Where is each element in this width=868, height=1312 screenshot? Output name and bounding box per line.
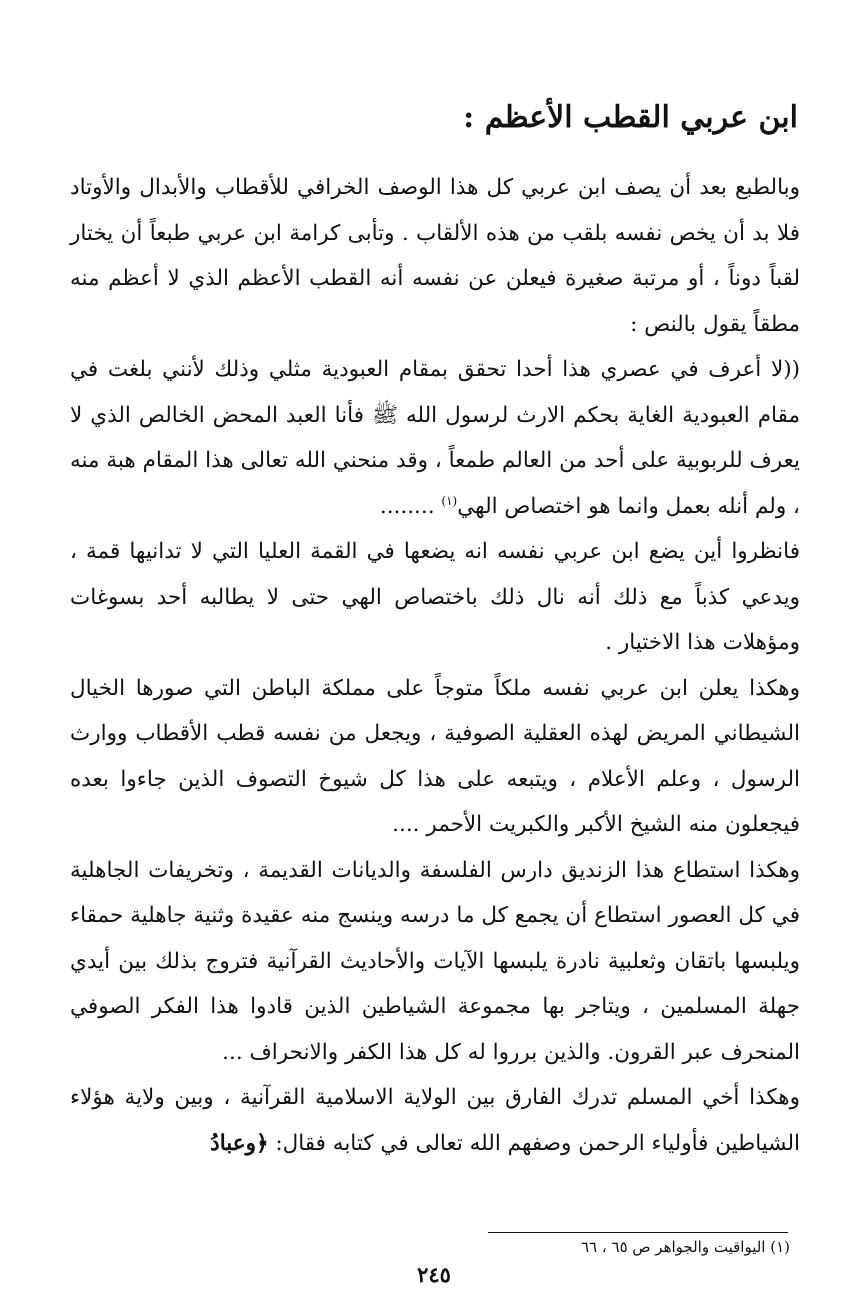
quote-ellipsis: ........ (379, 493, 435, 519)
footnote: (١) اليواقيت والجواهر ص ٦٥ ، ٦٦ (581, 1238, 790, 1256)
footnote-divider (488, 1232, 788, 1233)
paragraph-5: وهكذا استطاع هذا الزنديق دارس الفلسفة والديانات القديمة ، وتخريفات الجاهلية في كل العصور استطاع أن يجمع كل ما درسه وينسج منه عقيدة وثنية جاهلية حمقاء ويلبسها باتقان وثعلبية نادرة يلبسها الآيات والأحاديث القرآنية فتروج بذلك بين أيدي جهلة المسلمين ، ويتاجر بها مجموعة الشياطين الذين قادوا هذا الفكر الصوفي المنحرف عبر القرون. والذين برروا له كل هذا الكفر والانحراف ... (70, 857, 800, 1065)
paragraph-1: وبالطبع بعد أن يصف ابن عربي كل هذا الوصف الخرافي للأقطاب والأبدال والأوتاد فلا بد أن يخص نفسه بلقب من هذه الألقاب . وتأبى كرامة ابن عربي طبعاً أن يختار لقباً دوناً ، أو مرتبة صغيرة فيعلن عن نفسه أنه القطب الأعظم الذي لا أعظم منه مطقاً يقول بالنص : (70, 175, 800, 337)
footnote-marker: (١) (441, 493, 458, 508)
quran-fragment: ﴿وعبادُ (210, 1130, 269, 1156)
paragraph-quote (70, 347, 800, 529)
paragraph-6 (70, 1075, 800, 1166)
quote-text: ((لا أعرف في عصري هذا أحدا تحقق بمقام العبودية مثلي وذلك لأنني بلغت في مقام العبودية الغاية بحكم الارث لرسول الله ﷺ فأنا العبد المحض الخالص الذي لا يعرف للربوبية على أحد من العالم طمعاً ، وقد منحني الله تعالى هذا المقام هبة منه ، ولم أنله بعمل وانما هو اختصاص الهي (70, 357, 800, 519)
paragraph-3: فانظروا أين يضع ابن عربي نفسه انه يضعها في القمة العليا التي لا تدانيها قمة ، ويدعي كذباً مع ذلك أنه نال ذلك باختصاص الهي حتى لا يطالبه أحد بسوغات ومؤهلات هذا الاختيار . (70, 539, 800, 655)
body-text (70, 165, 800, 1166)
page-number: ٢٤٥ (417, 1262, 451, 1287)
paragraph-6-text: وهكذا أخي المسلم تدرك الفارق بين الولاية الاسلامية القرآنية ، وبين ولاية هؤلاء الشياطين فأولياء الرحمن وصفهم الله تعالى في كتابه فقال: (70, 1085, 800, 1156)
section-heading: ابن عربي القطب الأعظم : (463, 100, 798, 135)
paragraph-4: وهكذا يعلن ابن عربي نفسه ملكاً متوجاً على مملكة الباطن التي صورها الخيال الشيطاني المريض لهذه العقلية الصوفية ، ويجعل من نفسه قطب الأقطاب ووارث الرسول ، وعلم الأعلام ، ويتبعه على هذا كل شيوخ التصوف الذين جاءوا بعده فيجعلون منه الشيخ الأكبر والكبريت الأحمر .... (70, 675, 800, 837)
